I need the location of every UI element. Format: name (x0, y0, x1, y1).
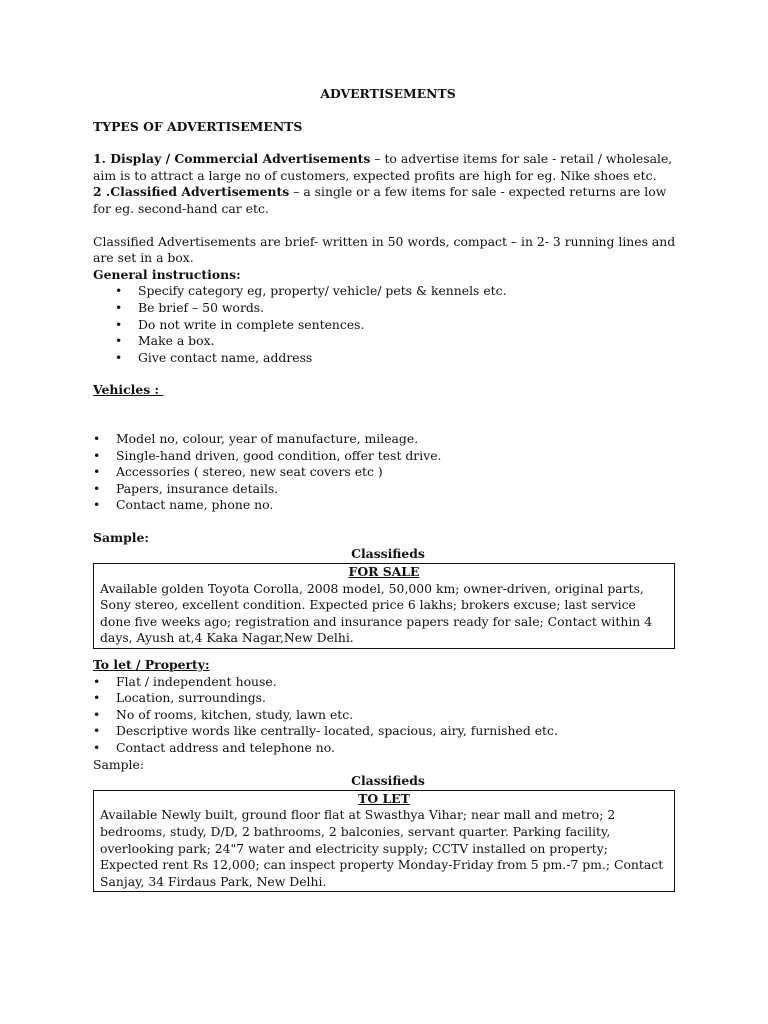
sample1-box-title: FOR SALE (348, 564, 420, 580)
property-list (93, 674, 683, 757)
document-title: ADVERTISEMENTS (320, 86, 456, 101)
sample2-classifieds: Classifieds (351, 773, 425, 789)
sample1-box (93, 563, 675, 649)
type1-bold: 1. Display / Commercial Advertisements (93, 151, 371, 167)
general-list (93, 283, 683, 366)
sample2-box (93, 790, 675, 893)
vehicles-heading-line (93, 382, 683, 399)
list-item: • No of rooms, kitchen, study, lawn etc. (93, 707, 683, 724)
document-page (93, 86, 683, 892)
list-item: • Accessories ( stereo, new seat covers etc ) (93, 464, 683, 481)
list-item: • Papers, insurance details. (93, 481, 683, 498)
list-item: • Contact name, phone no. (93, 497, 683, 514)
classified-intro: Classified Advertisements are brief- written in 50 words, compact – in 2- 3 running lines and are set in a box. (93, 233, 676, 266)
general-heading: General instructions: (93, 266, 241, 282)
type2-paragraph (93, 184, 683, 217)
list-item: • Single-hand driven, good condition, offer test drive. (93, 448, 683, 465)
sample2-box-text: Available Newly built, ground floor flat at Swasthya Vihar; near mall and metro; 2 bedrooms, study, D/D, 2 bathrooms, 2 balconies, servant quarter. Parking facility, overlooking park; 24"7 water and electricity supply; CCTV installed on property; Expected rent Rs 12,000; can inspect property Monday-Friday from 5 pm.-7 pm.; Contact Sanjay, 34 Firdaus Park, New Delhi. (100, 807, 664, 889)
sample2-box-title: TO LET (358, 790, 410, 806)
list-item: • Specify category eg, property/ vehicle/ pets & kennels etc. (93, 283, 683, 300)
list-item: • Be brief – 50 words. (93, 300, 683, 317)
list-item: • Model no, colour, year of manufacture, mileage. (93, 431, 683, 448)
list-item: • Make a box. (93, 333, 683, 350)
type1-paragraph (93, 151, 683, 184)
sample1-box-text: Available golden Toyota Corolla, 2008 model, 50,000 km; owner-driven, original parts, Sony stereo, excellent condition. Expected price 6 lakhs; brokers excuse; last service done five weeks ago; registration and insurance papers ready for sale; Contact within 4 days, Ayush at,4 Kaka Nagar,New Delhi. (100, 580, 653, 646)
vehicles-list (93, 431, 683, 514)
list-item: • Give contact name, address (93, 350, 683, 367)
sample2-label: Sample: (93, 756, 145, 772)
list-item: • Contact address and telephone no. (93, 740, 683, 757)
property-heading: To let / Property: (93, 657, 210, 673)
list-item: • Flat / independent house. (93, 674, 683, 691)
sample1-classifieds: Classifieds (351, 546, 425, 562)
list-item: • Do not write in complete sentences. (93, 317, 683, 334)
types-heading: TYPES OF ADVERTISEMENTS (93, 118, 303, 134)
list-item: • Descriptive words like centrally- located, spacious, airy, furnished etc. (93, 723, 683, 740)
list-item: • Location, surroundings. (93, 690, 683, 707)
type2-bold: 2 .Classified Advertisements (93, 184, 290, 200)
type1-text: – to advertise items for sale - retail / wholesale, aim is to attract a large no of customers, expected profits are high for eg. Nike shoes etc. (93, 151, 673, 183)
type2-text: – a single or a few items for sale - expected returns are low for eg. second-hand car etc. (93, 184, 667, 216)
vehicles-heading: Vehicles : (93, 382, 164, 398)
sample1-label: Sample: (93, 529, 149, 545)
